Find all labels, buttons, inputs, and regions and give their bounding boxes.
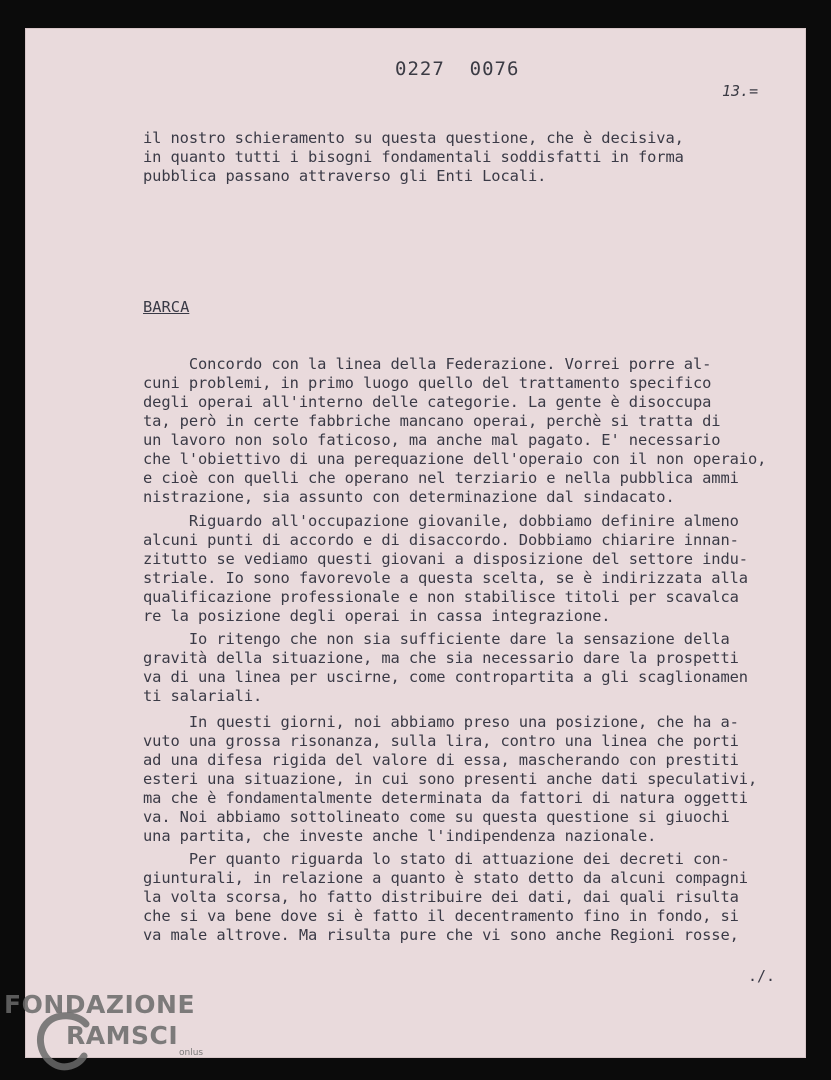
watermark-line-2: RAMSCI xyxy=(66,1021,179,1050)
intro-paragraph: il nostro schieramento su questa questione, che è decisiva, in quanto tutti i bisogni fondamentali soddisfatti in forma pubblica passano attraverso gli Enti Locali. xyxy=(143,129,684,185)
paragraph-3: Io ritengo che non sia sufficiente dare la sensazione della gravità della situazione, ma che sia necessario dare la prospetti va di una linea per uscirne, come contropartita a gli scaglionamen ti salariali. xyxy=(143,630,748,705)
paragraph-1: Concordo con la linea della Federazione. Vorrei porre al- cuni problemi, in primo luogo quello del trattamento specifico degli operai all'interno delle categorie. La gente è disoccupa ta, però in certe fabbriche mancano operai, perchè si tratta di un lavoro non solo faticoso, ma anche mal pagato. E' necessario che l'obiettivo di una perequazione dell'operaio con il non operaio, e cioè con quelli che operano nel terziario e nella pubblica ammi nistrazione, sia assunto con determinazione dal sindacato. xyxy=(143,355,767,506)
paragraph-5: Per quanto riguarda lo stato di attuazione dei decreti con- giunturali, in relazione a quanto è stato detto da alcuni compagni la volta scorsa, ho fatto distribuire dei dati, dai quali risulta che si va bene dove si è fatto il decentramento fino in fondo, si va male altrove. Ma risulta pure che vi sono anche Regioni rosse, xyxy=(143,850,748,944)
watermark-line-1: FONDAZIONE xyxy=(4,990,196,1019)
page-number-mark: 13.= xyxy=(722,82,759,100)
paragraph-2: Riguardo all'occupazione giovanile, dobbiamo definire almeno alcuni punti di accordo e di disaccordo. Dobbiamo chiarire innan- zitutto se vediamo questi giovani a disposizione del settore indu- striale. Io sono favorevole a questa scelta, se è indirizzata alla qualificazione professionale e non stabilisce titoli per scavalca re la posizione degli operai in cassa integrazione. xyxy=(143,512,748,625)
archive-code: 0227 0076 xyxy=(395,58,520,80)
paragraph-4: In questi giorni, noi abbiamo preso una posizione, che ha a- vuto una grossa risonanza, sulla lira, contro una linea che porti ad una difesa rigida del valore di essa, mascherando con prestiti esteri una situazione, in cui sono presenti anche dati speculativi, ma che è fondamentalmente determinata da fattori di natura oggetti va. Noi abbiamo sottolineato come su questa questione si giuochi una partita, che investe anche l'indipendenza nazionale. xyxy=(143,713,758,845)
watermark-line-3: onlus xyxy=(179,1048,204,1058)
section-title: BARCA xyxy=(143,298,190,316)
continue-mark: ./. xyxy=(748,967,776,985)
gramsci-logo-icon xyxy=(34,1010,94,1072)
